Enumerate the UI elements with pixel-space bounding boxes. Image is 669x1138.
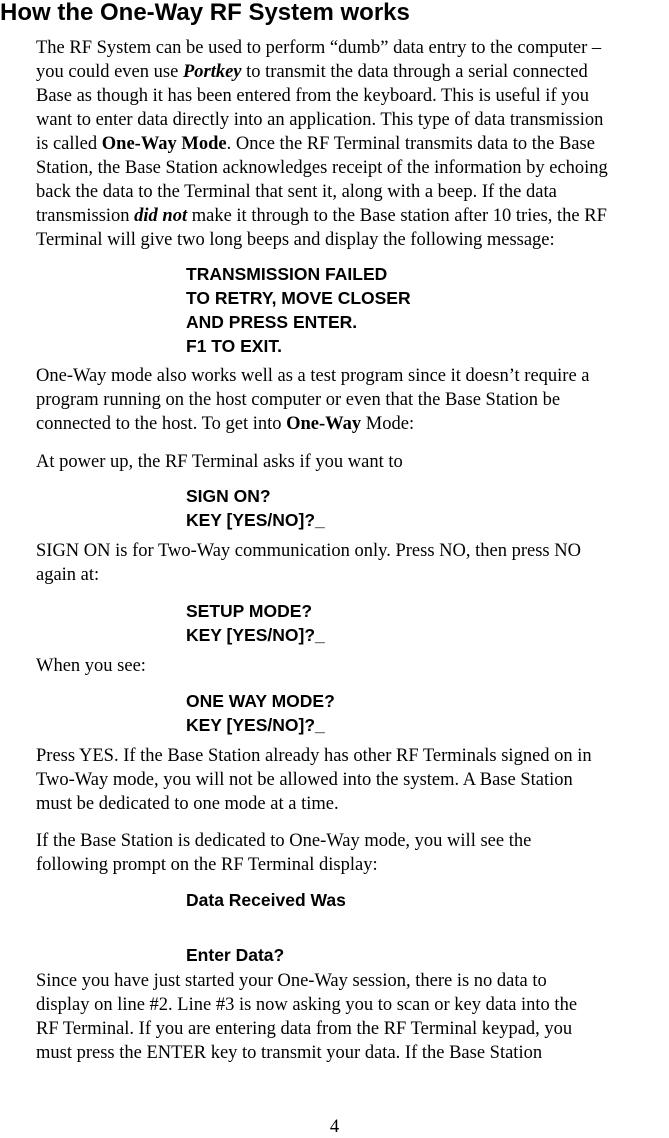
section-title: How the One-Way RF System works — [0, 0, 410, 26]
text-line: is called One-Way Mode. Once the RF Terminal transmits data to the Base — [36, 134, 595, 154]
press-yes-paragraph — [36, 744, 592, 816]
text-line: following prompt on the RF Terminal display: — [36, 855, 378, 875]
page-number: 4 — [329, 1117, 340, 1137]
power-up-paragraph: At power up, the RF Terminal asks if you want to — [36, 452, 403, 472]
test-program-paragraph — [36, 364, 590, 436]
text-line: program running on the host computer or even that the Base Station be — [36, 390, 561, 410]
message-line: ONE WAY MODE? — [186, 691, 335, 711]
one-way-mode-emphasis: One-Way Mode — [101, 134, 227, 154]
message-line: TRANSMISSION FAILED — [186, 264, 388, 284]
text-line: Station, the Base Station acknowledges receipt of the information by echoing — [36, 158, 608, 178]
text-line: you could even use Portkey to transmit the data through a serial connected — [36, 62, 588, 82]
did-not-emphasis: did not — [134, 206, 188, 226]
session-paragraph — [36, 969, 577, 1065]
message-line: KEY [YES/NO]?_ — [186, 510, 325, 530]
sign-on-prompt — [186, 484, 325, 532]
text-line: Since you have just started your One-Way session, there is no data to — [36, 971, 547, 991]
text-line: want to enter data directly into an application. This type of data transmission — [36, 110, 604, 130]
text-line: Terminal will give two long beeps and display the following message: — [36, 230, 555, 250]
text-line: must press the ENTER key to transmit your data. If the Base Station — [36, 1043, 543, 1063]
intro-paragraph — [36, 36, 608, 252]
sign-on-paragraph — [36, 539, 581, 587]
message-line: SIGN ON? — [186, 486, 271, 506]
message-line: TO RETRY, MOVE CLOSER — [186, 288, 411, 308]
text-line: display on line #2. Line #3 is now asking you to scan or key data into the — [36, 995, 578, 1015]
message-line: AND PRESS ENTER. — [186, 312, 358, 332]
text-line: must be dedicated to one mode at a time. — [36, 794, 339, 814]
text-line: Press YES. If the Base Station already has other RF Terminals signed on in — [36, 746, 592, 766]
message-line: KEY [YES/NO]?_ — [186, 715, 325, 735]
transmission-failed-message — [186, 262, 411, 358]
setup-mode-prompt — [186, 599, 325, 647]
enter-data-prompt: Enter Data? — [186, 945, 285, 965]
text-line: RF Terminal. If you are entering data from the RF Terminal keypad, you — [36, 1019, 573, 1039]
text-line: again at: — [36, 565, 100, 585]
text-line: back the data to the Terminal that sent it, along with a beep. If the data — [36, 182, 557, 202]
message-line: SETUP MODE? — [186, 601, 313, 621]
text-line: connected to the host. To get into One-Way Mode: — [36, 414, 415, 434]
text-line: One-Way mode also works well as a test program since it doesn’t require a — [36, 366, 590, 386]
message-line: F1 TO EXIT. — [186, 336, 282, 356]
text-line: Two-Way mode, you will not be allowed into the system. A Base Station — [36, 770, 573, 790]
text-line: The RF System can be used to perform “dumb” data entry to the computer – — [36, 38, 602, 58]
text-line: SIGN ON is for Two-Way communication only. Press NO, then press NO — [36, 541, 581, 561]
text-line: transmission did not make it through to the Base station after 10 tries, the RF — [36, 206, 607, 226]
dedicated-mode-paragraph — [36, 829, 531, 877]
text-line: Base as though it has been entered from the keyboard. This is useful if you — [36, 86, 589, 106]
when-you-see-paragraph: When you see: — [36, 656, 146, 676]
message-line: KEY [YES/NO]?_ — [186, 625, 325, 645]
one-way-mode-prompt — [186, 689, 335, 737]
one-way-emphasis: One-Way — [286, 414, 362, 434]
portkey-emphasis: Portkey — [182, 62, 242, 82]
text-line: If the Base Station is dedicated to One-Way mode, you will see the — [36, 831, 532, 851]
data-received-prompt: Data Received Was — [186, 890, 346, 910]
